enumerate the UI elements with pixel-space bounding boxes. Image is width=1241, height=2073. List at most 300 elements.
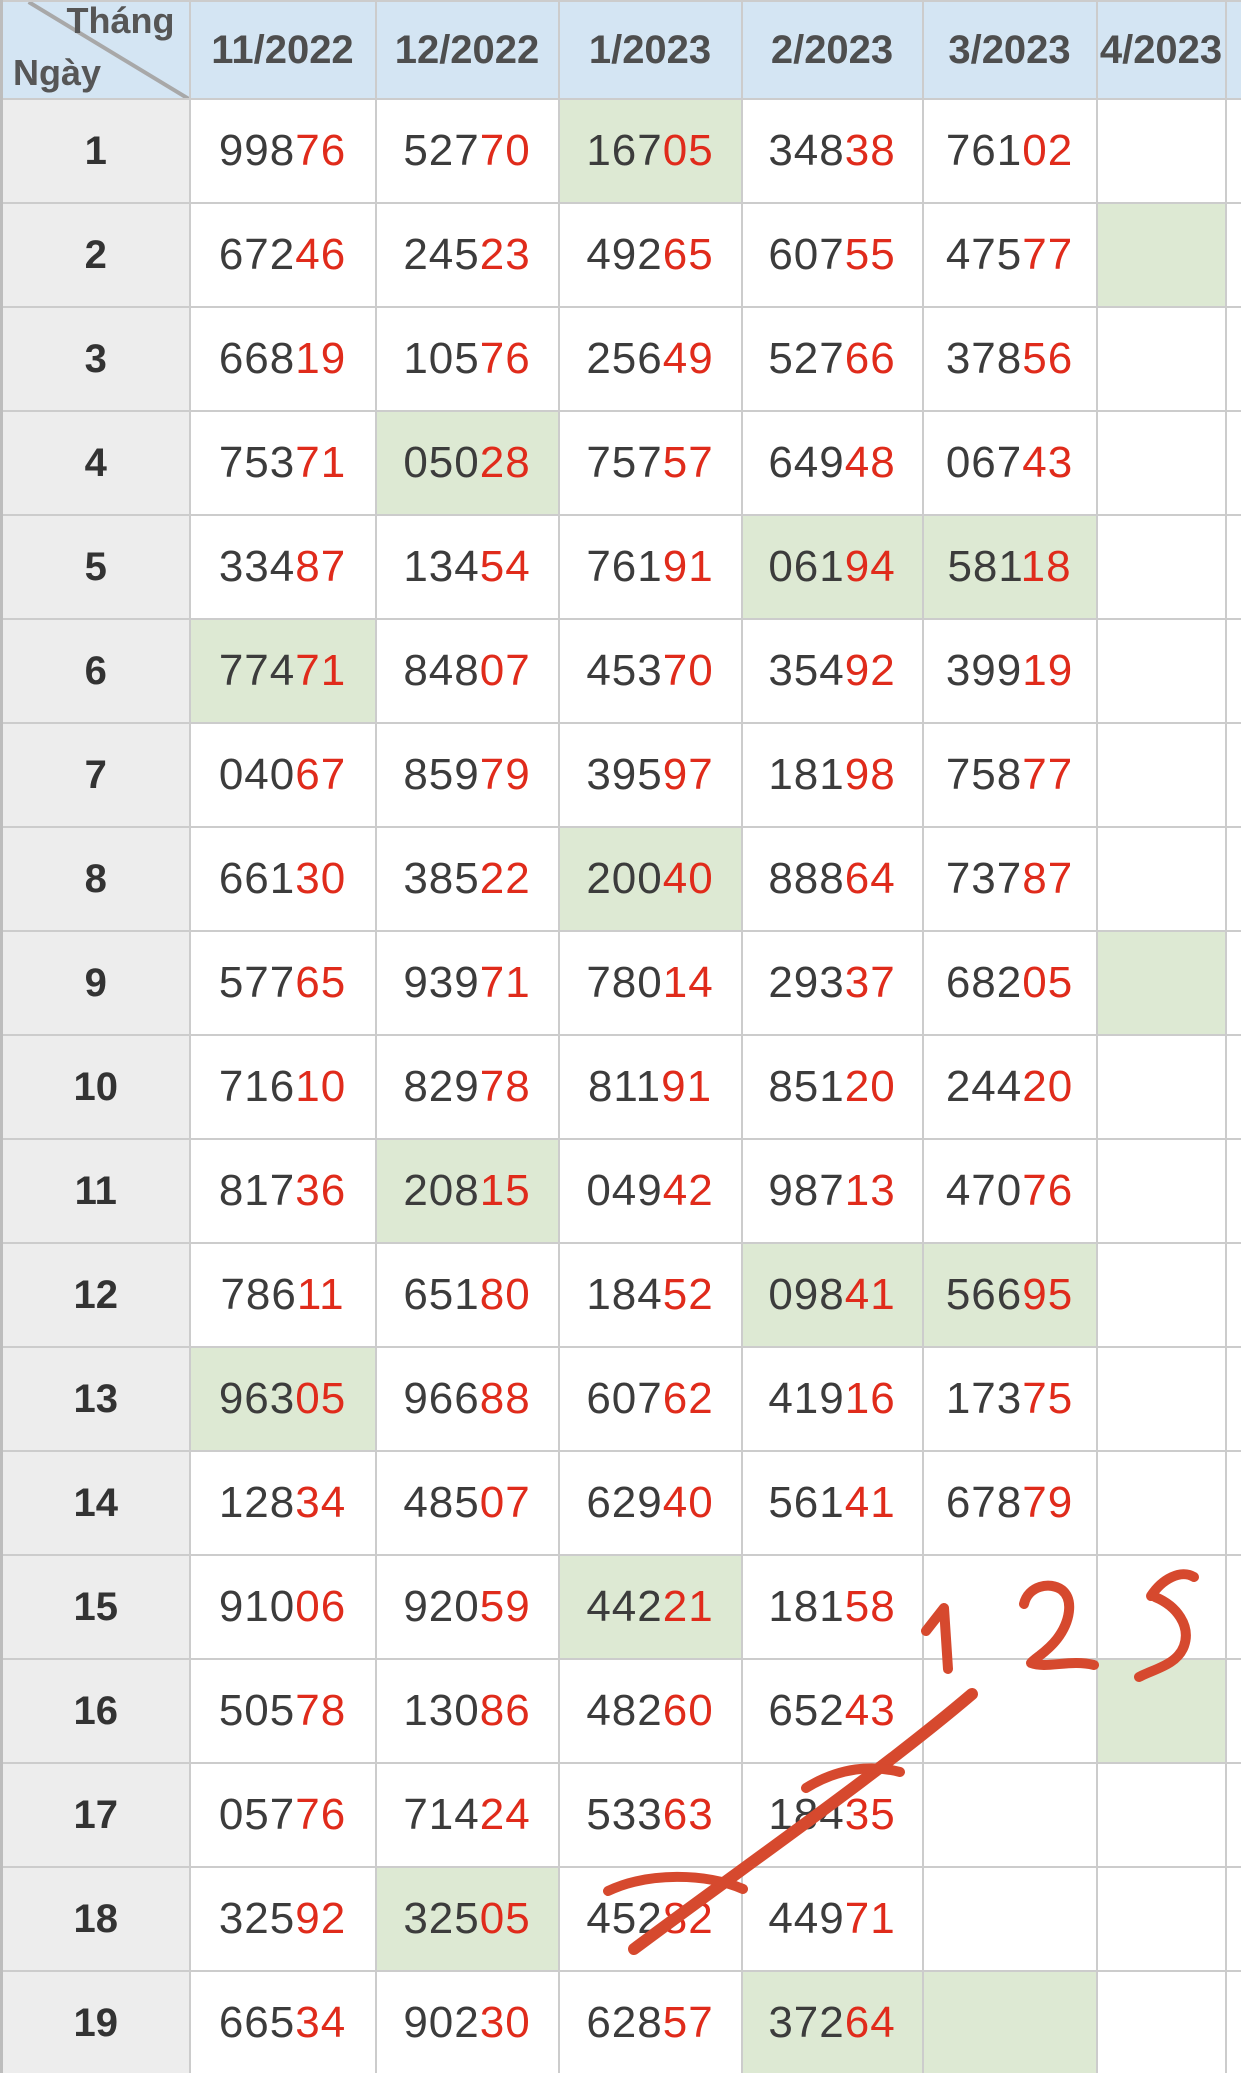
day-cell: 11 (2, 1139, 190, 1243)
result-cell (923, 723, 1097, 827)
result-first-three-digits: 607 (768, 230, 845, 279)
result-first-three-digits: 629 (586, 1478, 663, 1527)
result-last-two-digits: 07 (479, 646, 531, 695)
result-last-two-digits: 48 (844, 438, 896, 487)
result-first-three-digits: 998 (218, 126, 296, 175)
result-last-two-digits: 64 (844, 854, 896, 903)
result-cell (559, 1139, 742, 1243)
result-first-three-digits: 399 (945, 646, 1023, 695)
result-first-three-digits: 173 (945, 1374, 1023, 1423)
next-column-sliver-cell (1226, 99, 1241, 203)
result-cell (190, 1971, 376, 2073)
result-last-two-digits: 42 (662, 1166, 714, 1215)
result-first-three-digits: 334 (218, 542, 296, 591)
table-row-day-15 (2, 1555, 1241, 1659)
result-last-two-digits: 23 (479, 230, 531, 279)
result-cell (190, 203, 376, 307)
table-row-day-6 (2, 619, 1241, 723)
result-cell (190, 1139, 376, 1243)
day-cell: 7 (2, 723, 190, 827)
result-cell (559, 1659, 742, 1763)
result-first-three-digits: 256 (586, 334, 663, 383)
result-first-three-digits: 628 (586, 1998, 663, 2047)
result-first-three-digits: 067 (945, 438, 1023, 487)
result-last-two-digits: 52 (662, 1270, 714, 1319)
empty-result-cell (1097, 307, 1226, 411)
result-first-three-digits: 385 (403, 854, 480, 903)
day-cell: 18 (2, 1867, 190, 1971)
result-cell (742, 1971, 923, 2073)
result-cell (559, 203, 742, 307)
next-column-sliver-cell (1226, 827, 1241, 931)
result-last-two-digits: 35 (844, 1790, 896, 1839)
result-cell (376, 203, 559, 307)
result-last-two-digits: 41 (844, 1270, 896, 1319)
result-cell (559, 411, 742, 515)
next-column-sliver-cell (1226, 1347, 1241, 1451)
result-last-two-digits: 75 (1022, 1374, 1074, 1423)
result-last-two-digits: 94 (844, 542, 896, 591)
next-column-sliver-cell (1226, 1035, 1241, 1139)
table-row-day-16 (2, 1659, 1241, 1763)
empty-result-cell (1097, 515, 1226, 619)
result-first-three-digits: 737 (945, 854, 1023, 903)
result-cell (923, 307, 1097, 411)
next-column-sliver-cell (1226, 307, 1241, 411)
result-first-three-digits: 966 (403, 1374, 480, 1423)
result-last-two-digits: 76 (479, 334, 531, 383)
result-cell (559, 1035, 742, 1139)
day-cell: 3 (2, 307, 190, 411)
result-first-three-digits: 939 (403, 958, 480, 1007)
result-cell (923, 619, 1097, 723)
result-last-two-digits: 30 (295, 854, 347, 903)
table-row-day-18 (2, 1867, 1241, 1971)
result-cell (559, 827, 742, 931)
result-last-two-digits: 64 (844, 1998, 896, 2047)
result-cell (190, 619, 376, 723)
result-last-two-digits: 11 (296, 1270, 345, 1319)
empty-result-cell (1097, 931, 1226, 1035)
result-cell (559, 1243, 742, 1347)
result-cell (376, 1243, 559, 1347)
result-first-three-digits: 475 (945, 230, 1023, 279)
result-last-two-digits: 24 (479, 1790, 531, 1839)
result-cell (923, 1347, 1097, 1451)
result-first-three-digits: 761 (586, 542, 663, 591)
month-header-1-2023: 1/2023 (559, 1, 742, 99)
table-body (2, 99, 1241, 2073)
result-last-two-digits: 76 (295, 126, 347, 175)
result-first-three-digits: 453 (586, 646, 663, 695)
result-first-three-digits: 566 (945, 1270, 1023, 1319)
result-cell (742, 411, 923, 515)
result-cell (742, 619, 923, 723)
result-cell (376, 827, 559, 931)
empty-result-cell (1097, 1659, 1226, 1763)
empty-result-cell (1097, 1451, 1226, 1555)
result-first-three-digits: 348 (768, 126, 845, 175)
result-cell (923, 931, 1097, 1035)
result-first-three-digits: 128 (218, 1478, 296, 1527)
result-cell (923, 1139, 1097, 1243)
result-cell (923, 1035, 1097, 1139)
result-cell (559, 307, 742, 411)
table-row-day-5 (2, 515, 1241, 619)
result-first-three-digits: 716 (218, 1062, 296, 1111)
result-cell (190, 307, 376, 411)
result-first-three-digits: 245 (403, 230, 480, 279)
result-first-three-digits: 325 (218, 1894, 296, 1943)
result-first-three-digits: 761 (945, 126, 1023, 175)
result-cell (742, 1451, 923, 1555)
result-cell (376, 1555, 559, 1659)
result-cell (376, 411, 559, 515)
result-first-three-digits: 851 (768, 1062, 845, 1111)
result-cell (376, 99, 559, 203)
day-cell: 6 (2, 619, 190, 723)
result-cell (190, 1347, 376, 1451)
result-last-two-digits: 40 (662, 1478, 714, 1527)
result-cell (923, 515, 1097, 619)
result-first-three-digits: 533 (586, 1790, 663, 1839)
result-cell (742, 827, 923, 931)
result-cell (559, 931, 742, 1035)
table-row-day-2 (2, 203, 1241, 307)
result-last-two-digits: 92 (295, 1894, 347, 1943)
result-cell (376, 1035, 559, 1139)
result-last-two-digits: 06 (295, 1582, 347, 1631)
next-column-sliver-cell (1226, 1867, 1241, 1971)
result-cell (742, 931, 923, 1035)
empty-result-cell (923, 1867, 1097, 1971)
result-last-two-digits: 20 (844, 1062, 896, 1111)
result-first-three-digits: 372 (768, 1998, 845, 2047)
month-header-3-2023: 3/2023 (923, 1, 1097, 99)
result-cell (376, 1971, 559, 2073)
result-cell (376, 1139, 559, 1243)
result-cell (559, 1451, 742, 1555)
result-cell (190, 1243, 376, 1347)
next-column-sliver-cell (1226, 1139, 1241, 1243)
day-cell: 4 (2, 411, 190, 515)
result-first-three-digits: 577 (218, 958, 296, 1007)
next-column-sliver-cell (1226, 1451, 1241, 1555)
result-cell (376, 723, 559, 827)
result-cell (559, 1971, 742, 2073)
next-column-sliver-cell (1226, 1971, 1241, 2073)
result-last-two-digits: 37 (844, 958, 896, 1007)
result-cell (923, 1451, 1097, 1555)
result-first-three-digits: 040 (218, 750, 296, 799)
table-row-day-14 (2, 1451, 1241, 1555)
result-cell (559, 1763, 742, 1867)
result-last-two-digits: 91 (662, 542, 714, 591)
result-last-two-digits: 95 (1022, 1270, 1074, 1319)
result-cell (190, 1659, 376, 1763)
result-last-two-digits: 70 (662, 646, 714, 695)
result-first-three-digits: 888 (768, 854, 845, 903)
result-last-two-digits: 34 (295, 1998, 347, 2047)
result-cell (742, 99, 923, 203)
next-column-sliver-cell (1226, 619, 1241, 723)
table-row-day-11 (2, 1139, 1241, 1243)
result-first-three-digits: 049 (586, 1166, 663, 1215)
result-first-three-digits: 910 (218, 1582, 296, 1631)
result-cell (190, 1763, 376, 1867)
result-last-two-digits: 34 (295, 1478, 347, 1527)
result-first-three-digits: 482 (586, 1686, 663, 1735)
table-row-day-10 (2, 1035, 1241, 1139)
result-first-three-digits: 449 (768, 1894, 845, 1943)
result-cell (742, 515, 923, 619)
result-last-two-digits: 05 (479, 1894, 531, 1943)
result-last-two-digits: 57 (662, 1998, 714, 2047)
result-last-two-digits: 79 (479, 750, 531, 799)
next-column-sliver-cell (1226, 411, 1241, 515)
result-first-three-digits: 668 (218, 334, 296, 383)
result-cell (742, 1139, 923, 1243)
empty-result-cell (1097, 1347, 1226, 1451)
result-last-two-digits: 71 (844, 1894, 896, 1943)
result-cell (376, 1451, 559, 1555)
result-first-three-digits: 395 (586, 750, 663, 799)
result-first-three-digits: 661 (218, 854, 296, 903)
result-first-three-digits: 293 (768, 958, 845, 1007)
result-last-two-digits: 56 (1022, 334, 1074, 383)
empty-result-cell (1097, 1971, 1226, 2073)
empty-result-cell (1097, 827, 1226, 931)
result-cell (742, 1763, 923, 1867)
result-first-three-digits: 527 (403, 126, 480, 175)
result-first-three-digits: 581 (947, 542, 1021, 591)
result-cell (559, 619, 742, 723)
result-last-two-digits: 80 (479, 1270, 531, 1319)
result-first-three-digits: 378 (945, 334, 1023, 383)
result-first-three-digits: 442 (586, 1582, 663, 1631)
empty-result-cell (1097, 619, 1226, 723)
result-first-three-digits: 505 (218, 1686, 296, 1735)
result-first-three-digits: 757 (586, 438, 663, 487)
result-last-two-digits: 19 (1022, 646, 1074, 695)
result-cell (923, 1243, 1097, 1347)
result-cell (742, 1347, 923, 1451)
next-column-sliver-cell (1226, 515, 1241, 619)
result-first-three-digits: 492 (586, 230, 663, 279)
result-first-three-digits: 244 (945, 1062, 1023, 1111)
result-last-two-digits: 82 (662, 1894, 714, 1943)
next-column-sliver-cell (1226, 203, 1241, 307)
result-last-two-digits: 78 (295, 1686, 347, 1735)
day-cell: 10 (2, 1035, 190, 1139)
result-cell (376, 931, 559, 1035)
result-first-three-digits: 920 (403, 1582, 480, 1631)
table-row-day-13 (2, 1347, 1241, 1451)
result-last-two-digits: 86 (479, 1686, 531, 1735)
empty-result-cell (1097, 1139, 1226, 1243)
result-first-three-digits: 184 (586, 1270, 663, 1319)
result-last-two-digits: 57 (662, 438, 714, 487)
table-row-day-1 (2, 99, 1241, 203)
result-last-two-digits: 98 (844, 750, 896, 799)
result-cell (376, 1867, 559, 1971)
result-first-three-digits: 652 (768, 1686, 845, 1735)
result-first-three-digits: 714 (403, 1790, 480, 1839)
result-last-two-digits: 62 (662, 1374, 714, 1423)
result-cell (376, 307, 559, 411)
result-last-two-digits: 92 (844, 646, 896, 695)
result-cell (190, 1867, 376, 1971)
result-first-three-digits: 134 (403, 542, 480, 591)
result-last-two-digits: 60 (662, 1686, 714, 1735)
day-cell: 19 (2, 1971, 190, 2073)
table-row-day-8 (2, 827, 1241, 931)
result-last-two-digits: 40 (662, 854, 714, 903)
day-cell: 15 (2, 1555, 190, 1659)
month-header-4-2023: 4/2023 (1097, 1, 1226, 99)
empty-result-cell (1097, 99, 1226, 203)
result-last-two-digits: 43 (1022, 438, 1074, 487)
result-last-two-digits: 41 (844, 1478, 896, 1527)
result-first-three-digits: 758 (945, 750, 1023, 799)
next-column-sliver-cell (1226, 931, 1241, 1035)
empty-result-cell (1097, 1243, 1226, 1347)
table-row-day-9 (2, 931, 1241, 1035)
result-first-three-digits: 050 (403, 438, 480, 487)
empty-result-cell (1097, 723, 1226, 827)
result-cell (742, 1659, 923, 1763)
day-cell: 2 (2, 203, 190, 307)
result-last-two-digits: 21 (662, 1582, 714, 1631)
result-cell (742, 1243, 923, 1347)
next-column-sliver-cell (1226, 723, 1241, 827)
result-cell (559, 1867, 742, 1971)
corner-header-cell (2, 1, 190, 99)
result-last-two-digits: 77 (1022, 750, 1074, 799)
result-first-three-digits: 105 (403, 334, 480, 383)
next-column-sliver-cell (1226, 1659, 1241, 1763)
result-first-three-digits: 200 (586, 854, 663, 903)
table-row-day-7 (2, 723, 1241, 827)
result-first-three-digits: 561 (768, 1478, 845, 1527)
result-cell (376, 1763, 559, 1867)
corner-label-month: Tháng (66, 1, 175, 41)
result-first-three-digits: 682 (945, 958, 1023, 1007)
result-first-three-digits: 470 (945, 1166, 1023, 1215)
result-cell (559, 99, 742, 203)
result-cell (190, 1035, 376, 1139)
result-first-three-digits: 452 (586, 1894, 663, 1943)
result-cell (742, 1035, 923, 1139)
result-first-three-digits: 829 (403, 1062, 480, 1111)
header-row (2, 1, 1241, 99)
result-first-three-digits: 419 (768, 1374, 845, 1423)
result-first-three-digits: 184 (768, 1790, 845, 1839)
empty-result-cell (1097, 411, 1226, 515)
result-last-two-digits: 63 (662, 1790, 714, 1839)
result-last-two-digits: 38 (844, 126, 896, 175)
month-header-11-2022: 11/2022 (190, 1, 376, 99)
result-last-two-digits: 30 (479, 1998, 531, 2047)
result-first-three-digits: 181 (768, 1582, 845, 1631)
result-last-two-digits: 54 (479, 542, 531, 591)
result-last-two-digits: 78 (479, 1062, 531, 1111)
result-first-three-digits: 665 (218, 1998, 296, 2047)
result-cell (742, 1555, 923, 1659)
result-last-two-digits: 13 (844, 1166, 896, 1215)
result-cell (742, 203, 923, 307)
day-cell: 12 (2, 1243, 190, 1347)
result-cell (559, 515, 742, 619)
result-last-two-digits: 14 (662, 958, 714, 1007)
day-cell: 14 (2, 1451, 190, 1555)
result-last-two-digits: 91 (661, 1062, 713, 1111)
result-cell (190, 1555, 376, 1659)
result-first-three-digits: 354 (768, 646, 845, 695)
result-first-three-digits: 902 (403, 1998, 480, 2047)
result-cell (923, 411, 1097, 515)
result-last-two-digits: 20 (1022, 1062, 1074, 1111)
day-cell: 1 (2, 99, 190, 203)
result-last-two-digits: 87 (295, 542, 347, 591)
result-last-two-digits: 07 (479, 1478, 531, 1527)
next-column-sliver-cell (1226, 1763, 1241, 1867)
result-first-three-digits: 817 (218, 1166, 296, 1215)
result-last-two-digits: 16 (844, 1374, 896, 1423)
result-last-two-digits: 49 (662, 334, 714, 383)
result-first-three-digits: 325 (403, 1894, 480, 1943)
result-first-three-digits: 098 (768, 1270, 845, 1319)
result-first-three-digits: 753 (218, 438, 296, 487)
table-header (2, 1, 1241, 99)
result-first-three-digits: 774 (218, 646, 296, 695)
result-cell (742, 723, 923, 827)
result-first-three-digits: 651 (403, 1270, 480, 1319)
result-first-three-digits: 607 (586, 1374, 663, 1423)
result-cell (190, 827, 376, 931)
result-cell (559, 1347, 742, 1451)
table-row-day-3 (2, 307, 1241, 411)
result-first-three-digits: 649 (768, 438, 845, 487)
day-cell: 17 (2, 1763, 190, 1867)
empty-result-cell (1097, 1763, 1226, 1867)
result-first-three-digits: 963 (218, 1374, 296, 1423)
result-first-three-digits: 672 (218, 230, 296, 279)
result-last-two-digits: 65 (295, 958, 347, 1007)
result-last-two-digits: 05 (295, 1374, 347, 1423)
result-cell (190, 411, 376, 515)
result-last-two-digits: 19 (295, 334, 347, 383)
result-first-three-digits: 780 (586, 958, 663, 1007)
result-last-two-digits: 66 (844, 334, 896, 383)
empty-result-cell (923, 1971, 1097, 2073)
result-last-two-digits: 65 (662, 230, 714, 279)
result-first-three-digits: 527 (768, 334, 845, 383)
result-first-three-digits: 057 (218, 1790, 296, 1839)
result-first-three-digits: 130 (403, 1686, 480, 1735)
empty-result-cell (1097, 1035, 1226, 1139)
result-cell (923, 99, 1097, 203)
result-cell (376, 619, 559, 723)
result-first-three-digits: 811 (587, 1062, 662, 1111)
result-first-three-digits: 485 (403, 1478, 480, 1527)
empty-result-cell (923, 1763, 1097, 1867)
result-cell (559, 1555, 742, 1659)
table-row-day-4 (2, 411, 1241, 515)
result-last-two-digits: 55 (844, 230, 896, 279)
table-row-day-12 (2, 1243, 1241, 1347)
empty-result-cell (923, 1555, 1097, 1659)
